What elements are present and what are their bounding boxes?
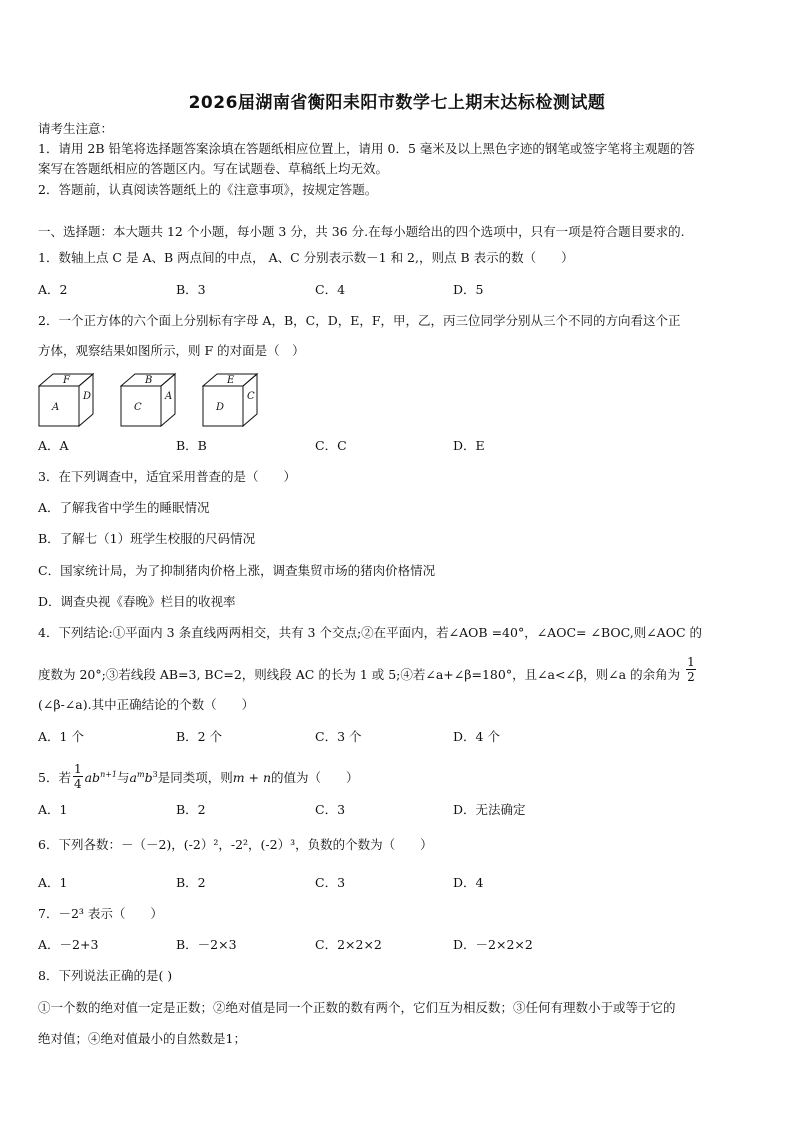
section-heading: 一、选择题：本大题共 12 个小题，每小题 3 分，共 36 分.在每小题给出的四个选项中，只有一项是符合题目要求的. — [38, 224, 685, 239]
term-a-exponent: m — [136, 769, 145, 779]
question-5-mid-2: 是同类项，则 — [157, 770, 233, 785]
cube-figure-2 — [120, 372, 180, 428]
question-5-mid: 与 — [117, 770, 130, 785]
question-2-stem-line-1: 2．一个正方体的六个面上分别标有字母 A，B，C，D，E，F，甲，乙，丙三位同学分别从三个不同的方向看这个正 — [38, 313, 681, 328]
option-c: C．3 — [315, 802, 346, 817]
cube-3-front-label: D — [216, 402, 225, 413]
question-4-line-3: (∠β-∠a).其中正确结论的个数（ ） — [38, 697, 255, 712]
question-2-stem-line-2: 方体，观察结果如图所示，则 F 的对面是（ ） — [38, 343, 305, 358]
fraction-numerator: 1 — [73, 762, 82, 776]
question-5-stem — [38, 764, 760, 793]
cube-figures — [38, 372, 278, 428]
cube-1-front-label: A — [52, 402, 60, 413]
option-d: D．无法确定 — [453, 802, 526, 817]
option-a: A．1 — [38, 875, 68, 890]
option-a: A．1 — [38, 802, 68, 817]
option-b: B．－2×3 — [176, 937, 237, 952]
cube-figure-3 — [202, 372, 262, 428]
option-c: C．2×2×2 — [315, 937, 382, 952]
cube-2-side-label: A — [165, 391, 173, 402]
option-a: A．1 个 — [38, 729, 84, 744]
option-c: C．C — [315, 438, 347, 453]
option-a: A．－2+3 — [38, 937, 99, 952]
fraction-one-half — [686, 655, 696, 684]
notice-item-1-line-2: 案写在答题纸相应的答题区内。写在试题卷、草稿纸上均无效。 — [38, 161, 389, 176]
option-d: D．5 — [453, 282, 484, 297]
option-c: C．3 — [315, 875, 346, 890]
question-6-stem: 6．下列各数：－（－2)，(-2）²，-2²，(-2）³，负数的个数为（ ） — [38, 837, 433, 852]
cube-3-side-label: C — [247, 391, 255, 402]
option-d: D．－2×2×2 — [453, 937, 533, 952]
question-7-options — [38, 937, 760, 953]
question-1-stem: 1．数轴上点 C 是 A、B 两点间的中点， A、C 分别表示数－1 和 2,，则点 B 表示的数（ ） — [38, 250, 574, 265]
term-b: b — [144, 770, 153, 785]
question-3-stem: 3．在下列调查中，适宜采用普查的是（ ） — [38, 469, 296, 484]
question-4-line-2 — [38, 655, 760, 690]
question-6-options — [38, 875, 760, 891]
cube-3-top-label: E — [227, 375, 235, 386]
cube-figure-1 — [38, 372, 98, 428]
cube-2-front-label: C — [134, 402, 142, 413]
option-a: A．A — [38, 438, 69, 453]
option-d: D．4 — [453, 875, 484, 890]
notice-item-1-line-1: 1．请用 2B 铅笔将选择题答案涂填在答题纸相应位置上，请用 0．5 毫米及以上黑色字迹的钢笔或签字笔将主观题的答 — [38, 141, 695, 156]
fraction-denominator: 2 — [687, 670, 695, 684]
question-3-option-c: C．国家统计局，为了抑制猪肉价格上涨，调查集贸市场的猪肉价格情况 — [38, 563, 436, 578]
option-c: C．4 — [315, 282, 346, 297]
question-8-stem: 8．下列说法正确的是( ) — [38, 968, 173, 983]
question-5-prefix: 5．若 — [38, 770, 71, 785]
page-title: 2026届湖南省衡阳耒阳市数学七上期末达标检测试题 — [188, 93, 606, 113]
option-a: A．2 — [38, 282, 68, 297]
option-b: B．2 — [176, 802, 206, 817]
question-1-options — [38, 282, 760, 298]
option-b: B．B — [176, 438, 207, 453]
question-3-option-d: D．调查央视《春晚》栏目的收视率 — [38, 594, 236, 609]
cube-1-top-label: F — [63, 375, 70, 386]
question-4-line-2-text: 度数为 20°;③若线段 AB=3, BC=2，则线段 AC 的长为 1 或 5;④若∠a+∠β=180°，且∠a<∠β，则∠a 的余角为 — [38, 667, 681, 682]
cube-2-top-label: B — [145, 375, 153, 386]
question-8-line-1: ①一个数的绝对值一定是正数；②绝对值是同一个正数的数有两个，它们互为相反数；③任何有理数小于或等于它的 — [38, 1000, 676, 1015]
fraction-denominator: 4 — [73, 777, 82, 791]
question-2-options — [38, 438, 760, 454]
question-4-line-1: 4．下列结论:①平面内 3 条直线两两相交，共有 3 个交点;②在平面内，若∠AOB =40°，∠AOC= ∠BOC,则∠AOC 的 — [38, 625, 702, 640]
option-b: B．2 个 — [176, 729, 223, 744]
fraction-one-quarter — [73, 762, 83, 791]
term-a: a — [129, 770, 137, 785]
question-3-option-b: B．了解七（1）班学生校服的尺码情况 — [38, 531, 256, 546]
question-4-options — [38, 729, 760, 745]
option-b: B．2 — [176, 875, 206, 890]
option-d: D．E — [453, 438, 485, 453]
question-8-line-2: 绝对值；④绝对值最小的自然数是1； — [38, 1031, 246, 1046]
term-ab: ab — [84, 770, 101, 785]
term-ab-exponent: n+1 — [100, 769, 118, 779]
question-3-option-a: A．了解我省中学生的睡眠情况 — [38, 500, 210, 515]
option-c: C．3 个 — [315, 729, 362, 744]
term-b-exponent: 3 — [152, 769, 158, 779]
fraction-numerator: 1 — [687, 655, 695, 669]
option-d: D．4 个 — [453, 729, 500, 744]
question-5-suffix: 的值为（ ） — [271, 770, 359, 785]
question-7-stem: 7．－2³ 表示（ ） — [38, 906, 163, 921]
question-5-options — [38, 802, 760, 818]
cube-1-side-label: D — [83, 391, 92, 402]
expression-m-plus-n: m + n — [232, 770, 272, 785]
notice-item-2: 2．答题前，认真阅读答题纸上的《注意事项》，按规定答题。 — [38, 182, 378, 197]
option-b: B．3 — [176, 282, 206, 297]
notice-heading: 请考生注意： — [38, 121, 114, 136]
